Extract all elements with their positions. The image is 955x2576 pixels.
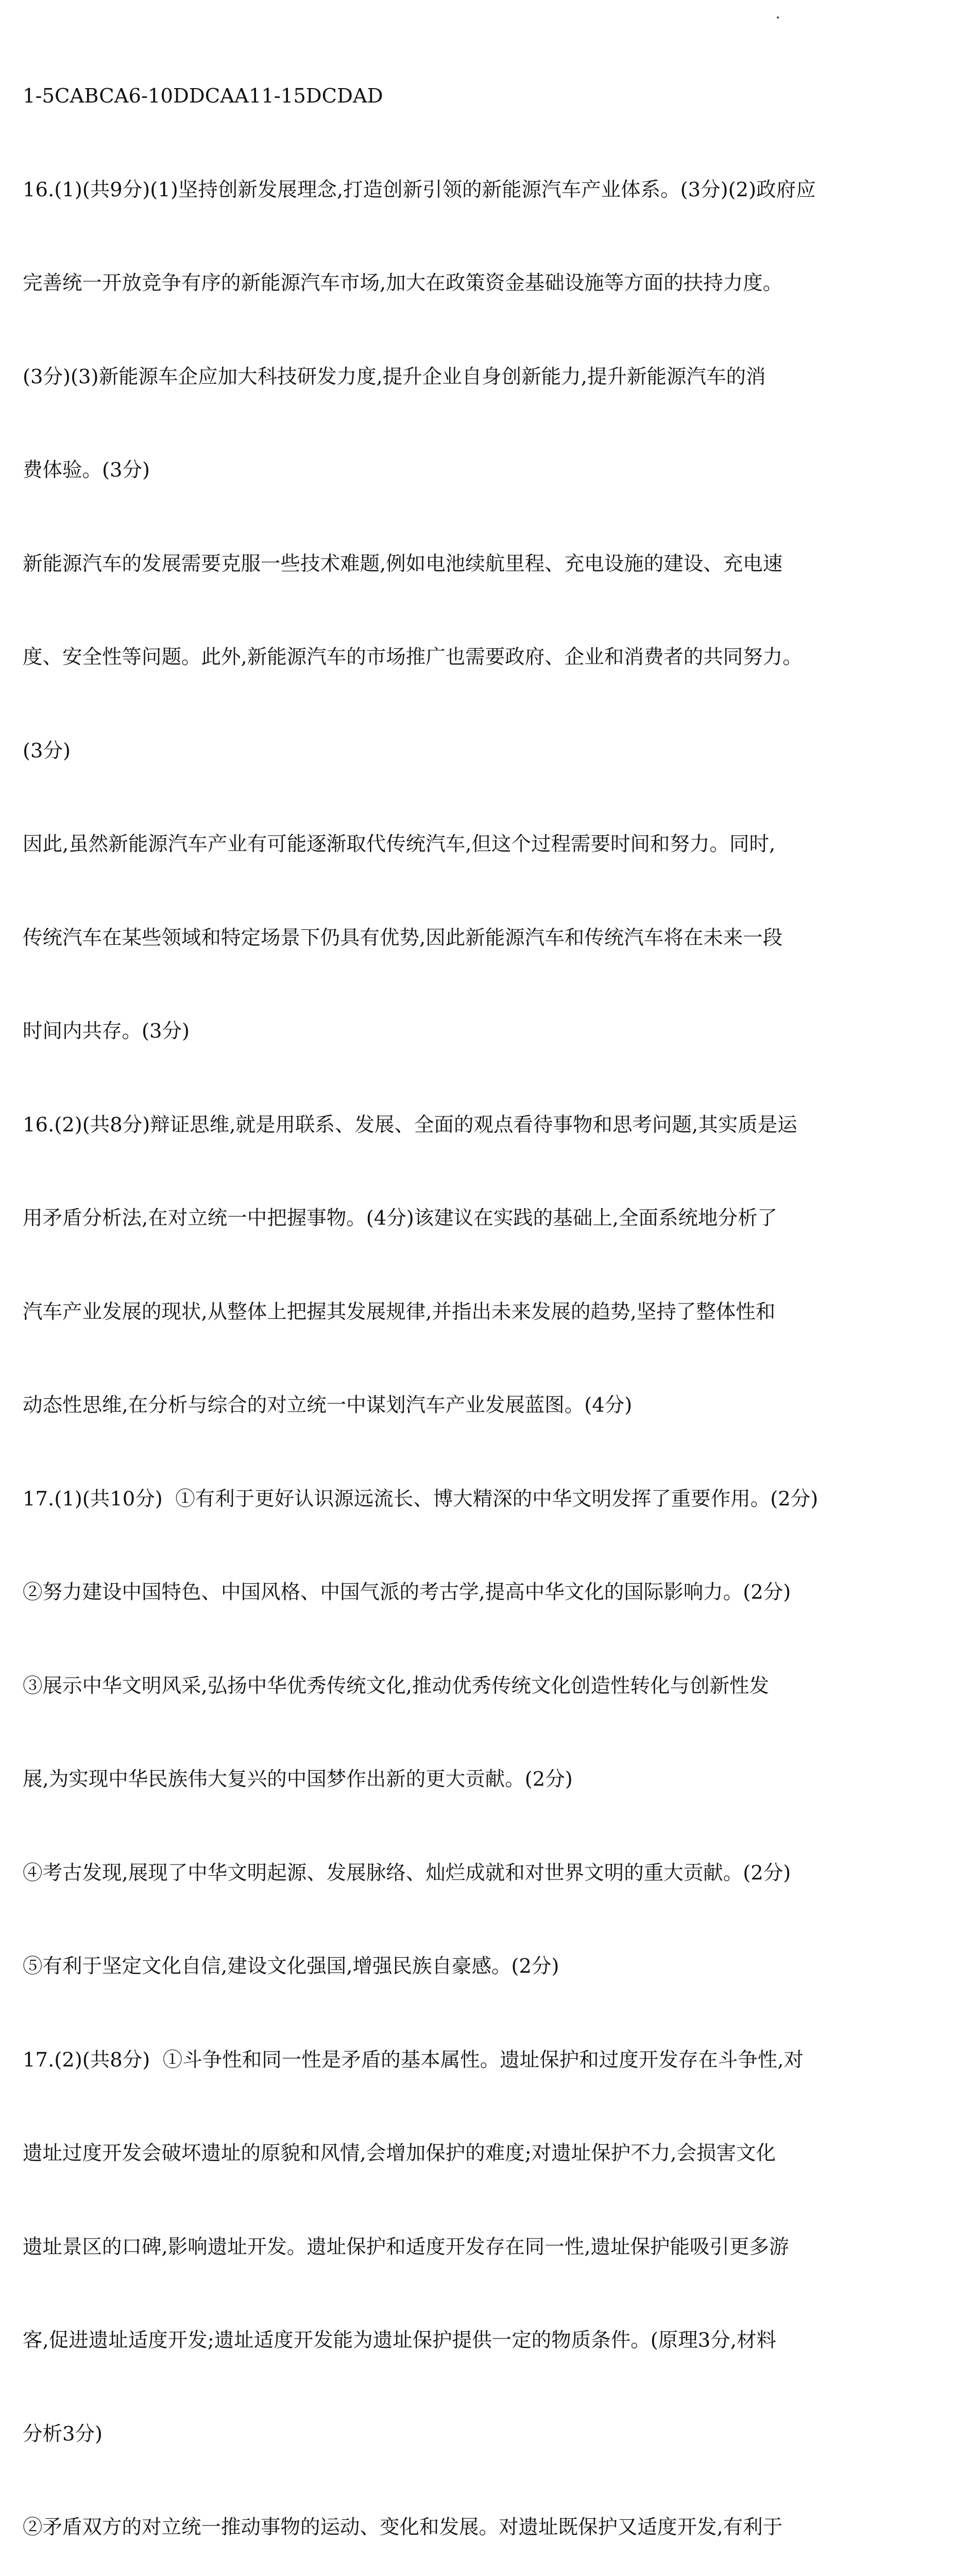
line-q17-1-c: ③展示中华文明风采,弘扬中华优秀传统文化,推动优秀传统文化创造性转化与创新性发 — [23, 1674, 769, 1698]
line-q16-2-d: 动态性思维,在分析与综合的对立统一中谋划汽车产业发展蓝图。(4分) — [23, 1394, 633, 1417]
answer-text-block — [23, 19, 940, 2576]
line-q17-1-a: 17.(1)(共10分) ①有利于更好认识源远流长、博大精深的中华文明发挥了重要作用。(2分) — [23, 1487, 818, 1511]
line-q16-2-c: 汽车产业发展的现状,从整体上把握其发展规律,并指出未来发展的趋势,坚持了整体性和 — [23, 1300, 776, 1324]
line-q16-1-h: 因此,虽然新能源汽车产业有可能逐渐取代传统汽车,但这个过程需要时间和努力。同时, — [23, 833, 776, 856]
line-q16-1-a: 16.(1)(共9分)(1)坚持创新发展理念,打造创新引领的新能源汽车产业体系。(3分)(2)政府应 — [23, 178, 816, 201]
line-mc-answers: 1-5CABCA6-10DDCAA11-15DCDAD — [23, 84, 383, 108]
line-q17-1-b: ②努力建设中国特色、中国风格、中国气派的考古学,提高中华文化的国际影响力。(2分) — [23, 1581, 791, 1604]
line-q17-2-e: 分析3分) — [23, 2422, 103, 2446]
line-q17-2-f: ②矛盾双方的对立统一推动事物的运动、变化和发展。对遗址既保护又适度开发,有利于 — [23, 2516, 783, 2539]
line-q17-2-c: 遗址景区的口碑,影响遗址开发。遗址保护和适度开发存在同一性,遗址保护能吸引更多游 — [23, 2235, 789, 2259]
line-q16-1-e: 新能源汽车的发展需要克服一些技术难题,例如电池续航里程、充电设施的建设、充电速 — [23, 552, 783, 575]
line-q16-1-g: (3分) — [23, 739, 71, 762]
line-q17-1-d: 展,为实现中华民族伟大复兴的中国梦作出新的更大贡献。(2分) — [23, 1768, 573, 1791]
line-q17-2-d: 客,促进遗址适度开发;遗址适度开发能为遗址保护提供一定的物质条件。(原理3分,材料 — [23, 2329, 776, 2352]
line-q17-1-e: ④考古发现,展现了中华文明起源、发展脉络、灿烂成就和对世界文明的重大贡献。(2分) — [23, 1861, 791, 1885]
line-q16-2-a: 16.(2)(共8分)辩证思维,就是用联系、发展、全面的观点看待事物和思考问题,其实质是运 — [23, 1113, 797, 1137]
line-q17-2-b: 遗址过度开发会破坏遗址的原貌和风情,会增加保护的难度;对遗址保护不力,会损害文化 — [23, 2142, 776, 2165]
line-q17-1-f: ⑤有利于坚定文化自信,建设文化强国,增强民族自豪感。(2分) — [23, 1955, 559, 1978]
line-q16-2-b: 用矛盾分析法,在对立统一中把握事物。(4分)该建议在实践的基础上,全面系统地分析了 — [23, 1207, 778, 1230]
line-q17-2-a: 17.(2)(共8分) ①斗争性和同一性是矛盾的基本属性。遗址保护和过度开发存在斗争性,对 — [23, 2048, 804, 2072]
line-q16-1-b: 完善统一开放竞争有序的新能源汽车市场,加大在政策资金基础设施等方面的扶持力度。 — [23, 272, 783, 295]
line-q16-1-c: (3分)(3)新能源车企应加大科技研发力度,提升企业自身创新能力,提升新能源汽车的消 — [23, 365, 766, 388]
line-q16-1-j: 时间内共存。(3分) — [23, 1020, 190, 1043]
line-q16-1-f: 度、安全性等问题。此外,新能源汽车的市场推广也需要政府、企业和消费者的共同努力。 — [23, 646, 803, 669]
line-q16-1-i: 传统汽车在某些领域和特定场景下仍具有优势,因此新能源汽车和传统汽车将在未来一段 — [23, 926, 783, 950]
line-q16-1-d: 费体验。(3分) — [23, 459, 150, 482]
